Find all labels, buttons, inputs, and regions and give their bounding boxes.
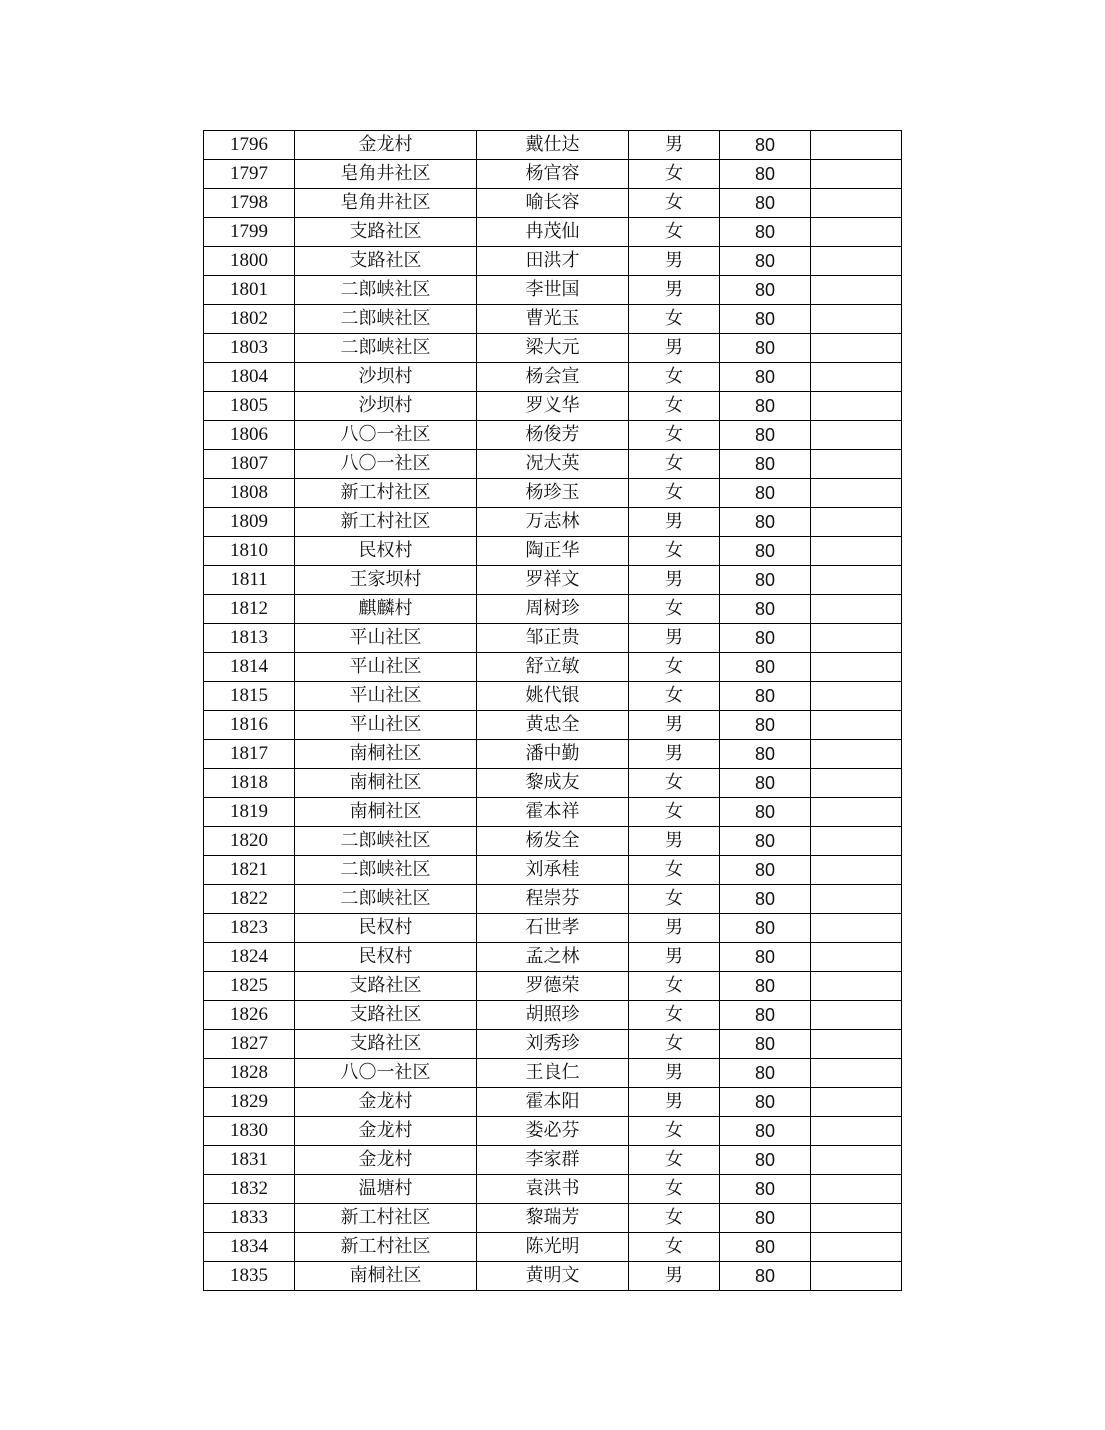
row-number-cell: 1835 — [204, 1262, 295, 1291]
table-row — [204, 914, 902, 943]
table-row — [204, 566, 902, 595]
note-cell — [811, 1175, 902, 1204]
community-cell: 新工村社区 — [295, 1233, 477, 1262]
table-row — [204, 189, 902, 218]
person-name-cell: 陈光明 — [477, 1233, 629, 1262]
table-row — [204, 972, 902, 1001]
gender-cell: 女 — [629, 305, 720, 334]
community-cell: 二郎峡社区 — [295, 276, 477, 305]
gender-cell: 女 — [629, 856, 720, 885]
person-name-cell: 曹光玉 — [477, 305, 629, 334]
person-name-cell: 袁洪书 — [477, 1175, 629, 1204]
table-row — [204, 1233, 902, 1262]
table-row — [204, 798, 902, 827]
row-number-cell: 1810 — [204, 537, 295, 566]
row-number-cell: 1813 — [204, 624, 295, 653]
table-row — [204, 1088, 902, 1117]
community-cell: 南桐社区 — [295, 769, 477, 798]
gender-cell: 女 — [629, 479, 720, 508]
age-cell: 80 — [720, 972, 811, 1001]
gender-cell: 女 — [629, 189, 720, 218]
person-name-cell: 罗祥文 — [477, 566, 629, 595]
gender-cell: 男 — [629, 508, 720, 537]
age-cell: 80 — [720, 1262, 811, 1291]
age-cell: 80 — [720, 363, 811, 392]
age-cell: 80 — [720, 1059, 811, 1088]
age-cell: 80 — [720, 1233, 811, 1262]
table-row — [204, 537, 902, 566]
gender-cell: 男 — [629, 566, 720, 595]
note-cell — [811, 1030, 902, 1059]
table-row — [204, 218, 902, 247]
table-row — [204, 131, 902, 160]
person-name-cell: 杨俊芳 — [477, 421, 629, 450]
age-cell: 80 — [720, 392, 811, 421]
community-cell: 二郎峡社区 — [295, 305, 477, 334]
row-number-cell: 1815 — [204, 682, 295, 711]
community-cell: 金龙村 — [295, 1146, 477, 1175]
gender-cell: 男 — [629, 711, 720, 740]
note-cell — [811, 1233, 902, 1262]
age-cell: 80 — [720, 479, 811, 508]
note-cell — [811, 885, 902, 914]
person-name-cell: 黎瑞芳 — [477, 1204, 629, 1233]
person-name-cell: 万志林 — [477, 508, 629, 537]
gender-cell: 女 — [629, 421, 720, 450]
table-row — [204, 711, 902, 740]
table-row — [204, 682, 902, 711]
note-cell — [811, 624, 902, 653]
person-name-cell: 姚代银 — [477, 682, 629, 711]
community-cell: 金龙村 — [295, 131, 477, 160]
community-cell: 二郎峡社区 — [295, 885, 477, 914]
community-cell: 平山社区 — [295, 682, 477, 711]
community-cell: 二郎峡社区 — [295, 334, 477, 363]
age-cell: 80 — [720, 682, 811, 711]
row-number-cell: 1807 — [204, 450, 295, 479]
person-name-cell: 娄必芬 — [477, 1117, 629, 1146]
row-number-cell: 1824 — [204, 943, 295, 972]
age-cell: 80 — [720, 131, 811, 160]
gender-cell: 男 — [629, 1059, 720, 1088]
age-cell: 80 — [720, 914, 811, 943]
table-row — [204, 943, 902, 972]
table-row — [204, 305, 902, 334]
age-cell: 80 — [720, 1146, 811, 1175]
row-number-cell: 1833 — [204, 1204, 295, 1233]
note-cell — [811, 914, 902, 943]
table-row — [204, 247, 902, 276]
note-cell — [811, 798, 902, 827]
age-cell: 80 — [720, 1204, 811, 1233]
community-cell: 八〇一社区 — [295, 450, 477, 479]
community-cell: 金龙村 — [295, 1117, 477, 1146]
age-cell: 80 — [720, 537, 811, 566]
table-row — [204, 827, 902, 856]
table-row — [204, 1175, 902, 1204]
gender-cell: 女 — [629, 1175, 720, 1204]
row-number-cell: 1816 — [204, 711, 295, 740]
community-cell: 支路社区 — [295, 1001, 477, 1030]
age-cell: 80 — [720, 711, 811, 740]
age-cell: 80 — [720, 885, 811, 914]
note-cell — [811, 305, 902, 334]
note-cell — [811, 363, 902, 392]
person-name-cell: 杨珍玉 — [477, 479, 629, 508]
row-number-cell: 1809 — [204, 508, 295, 537]
age-cell: 80 — [720, 943, 811, 972]
community-cell: 民权村 — [295, 943, 477, 972]
table-row — [204, 1059, 902, 1088]
community-cell: 皂角井社区 — [295, 189, 477, 218]
gender-cell: 女 — [629, 769, 720, 798]
row-number-cell: 1797 — [204, 160, 295, 189]
person-name-cell: 程崇芬 — [477, 885, 629, 914]
person-name-cell: 霍本阳 — [477, 1088, 629, 1117]
roster-table — [203, 130, 902, 1291]
row-number-cell: 1826 — [204, 1001, 295, 1030]
age-cell: 80 — [720, 450, 811, 479]
note-cell — [811, 711, 902, 740]
gender-cell: 男 — [629, 827, 720, 856]
community-cell: 支路社区 — [295, 218, 477, 247]
community-cell: 王家坝村 — [295, 566, 477, 595]
community-cell: 支路社区 — [295, 247, 477, 276]
note-cell — [811, 653, 902, 682]
person-name-cell: 陶正华 — [477, 537, 629, 566]
community-cell: 民权村 — [295, 914, 477, 943]
community-cell: 金龙村 — [295, 1088, 477, 1117]
table-row — [204, 479, 902, 508]
row-number-cell: 1828 — [204, 1059, 295, 1088]
community-cell: 新工村社区 — [295, 479, 477, 508]
person-name-cell: 邹正贵 — [477, 624, 629, 653]
gender-cell: 男 — [629, 131, 720, 160]
age-cell: 80 — [720, 334, 811, 363]
gender-cell: 男 — [629, 1088, 720, 1117]
note-cell — [811, 1059, 902, 1088]
person-name-cell: 胡照珍 — [477, 1001, 629, 1030]
note-cell — [811, 595, 902, 624]
community-cell: 平山社区 — [295, 624, 477, 653]
row-number-cell: 1804 — [204, 363, 295, 392]
gender-cell: 女 — [629, 450, 720, 479]
gender-cell: 女 — [629, 798, 720, 827]
person-name-cell: 杨官容 — [477, 160, 629, 189]
gender-cell: 女 — [629, 1030, 720, 1059]
person-name-cell: 梁大元 — [477, 334, 629, 363]
person-name-cell: 罗义华 — [477, 392, 629, 421]
gender-cell: 女 — [629, 363, 720, 392]
row-number-cell: 1798 — [204, 189, 295, 218]
age-cell: 80 — [720, 189, 811, 218]
table-row — [204, 1001, 902, 1030]
person-name-cell: 冉茂仙 — [477, 218, 629, 247]
row-number-cell: 1802 — [204, 305, 295, 334]
note-cell — [811, 392, 902, 421]
community-cell: 南桐社区 — [295, 740, 477, 769]
age-cell: 80 — [720, 1088, 811, 1117]
row-number-cell: 1829 — [204, 1088, 295, 1117]
gender-cell: 女 — [629, 218, 720, 247]
age-cell: 80 — [720, 856, 811, 885]
community-cell: 支路社区 — [295, 1030, 477, 1059]
community-cell: 新工村社区 — [295, 1204, 477, 1233]
note-cell — [811, 276, 902, 305]
note-cell — [811, 566, 902, 595]
person-name-cell: 杨发全 — [477, 827, 629, 856]
person-name-cell: 李世国 — [477, 276, 629, 305]
age-cell: 80 — [720, 1001, 811, 1030]
community-cell: 支路社区 — [295, 972, 477, 1001]
person-name-cell: 黄明文 — [477, 1262, 629, 1291]
community-cell: 沙坝村 — [295, 392, 477, 421]
row-number-cell: 1796 — [204, 131, 295, 160]
row-number-cell: 1805 — [204, 392, 295, 421]
community-cell: 麒麟村 — [295, 595, 477, 624]
person-name-cell: 刘秀珍 — [477, 1030, 629, 1059]
person-name-cell: 刘承桂 — [477, 856, 629, 885]
community-cell: 沙坝村 — [295, 363, 477, 392]
table-row — [204, 363, 902, 392]
row-number-cell: 1819 — [204, 798, 295, 827]
table-row — [204, 392, 902, 421]
note-cell — [811, 1204, 902, 1233]
note-cell — [811, 1001, 902, 1030]
age-cell: 80 — [720, 740, 811, 769]
person-name-cell: 黎成友 — [477, 769, 629, 798]
gender-cell: 女 — [629, 1146, 720, 1175]
table-row — [204, 885, 902, 914]
table-row — [204, 421, 902, 450]
age-cell: 80 — [720, 247, 811, 276]
age-cell: 80 — [720, 218, 811, 247]
gender-cell: 男 — [629, 740, 720, 769]
gender-cell: 女 — [629, 653, 720, 682]
age-cell: 80 — [720, 276, 811, 305]
age-cell: 80 — [720, 827, 811, 856]
table-row — [204, 1117, 902, 1146]
row-number-cell: 1817 — [204, 740, 295, 769]
note-cell — [811, 508, 902, 537]
note-cell — [811, 334, 902, 363]
note-cell — [811, 1117, 902, 1146]
age-cell: 80 — [720, 1175, 811, 1204]
person-name-cell: 况大英 — [477, 450, 629, 479]
table-row — [204, 856, 902, 885]
person-name-cell: 杨会宣 — [477, 363, 629, 392]
age-cell: 80 — [720, 566, 811, 595]
table-row — [204, 276, 902, 305]
person-name-cell: 舒立敏 — [477, 653, 629, 682]
note-cell — [811, 740, 902, 769]
gender-cell: 女 — [629, 392, 720, 421]
community-cell: 南桐社区 — [295, 798, 477, 827]
gender-cell: 女 — [629, 1001, 720, 1030]
person-name-cell: 黄忠全 — [477, 711, 629, 740]
note-cell — [811, 131, 902, 160]
note-cell — [811, 189, 902, 218]
row-number-cell: 1803 — [204, 334, 295, 363]
gender-cell: 女 — [629, 682, 720, 711]
row-number-cell: 1825 — [204, 972, 295, 1001]
age-cell: 80 — [720, 305, 811, 334]
note-cell — [811, 943, 902, 972]
note-cell — [811, 450, 902, 479]
row-number-cell: 1827 — [204, 1030, 295, 1059]
table-row — [204, 653, 902, 682]
row-number-cell: 1821 — [204, 856, 295, 885]
table-row — [204, 769, 902, 798]
person-name-cell: 王良仁 — [477, 1059, 629, 1088]
gender-cell: 男 — [629, 1262, 720, 1291]
person-name-cell: 戴仕达 — [477, 131, 629, 160]
age-cell: 80 — [720, 769, 811, 798]
table-row — [204, 508, 902, 537]
table-row — [204, 160, 902, 189]
age-cell: 80 — [720, 160, 811, 189]
age-cell: 80 — [720, 798, 811, 827]
note-cell — [811, 247, 902, 276]
row-number-cell: 1834 — [204, 1233, 295, 1262]
table-row — [204, 740, 902, 769]
table-row — [204, 450, 902, 479]
gender-cell: 男 — [629, 943, 720, 972]
gender-cell: 女 — [629, 1233, 720, 1262]
row-number-cell: 1831 — [204, 1146, 295, 1175]
gender-cell: 女 — [629, 595, 720, 624]
gender-cell: 男 — [629, 276, 720, 305]
table-row — [204, 1204, 902, 1233]
gender-cell: 女 — [629, 972, 720, 1001]
gender-cell: 女 — [629, 160, 720, 189]
note-cell — [811, 682, 902, 711]
community-cell: 平山社区 — [295, 711, 477, 740]
table-row — [204, 1030, 902, 1059]
note-cell — [811, 1088, 902, 1117]
age-cell: 80 — [720, 595, 811, 624]
note-cell — [811, 537, 902, 566]
age-cell: 80 — [720, 1117, 811, 1146]
row-number-cell: 1806 — [204, 421, 295, 450]
table-row — [204, 1262, 902, 1291]
table-row — [204, 595, 902, 624]
community-cell: 八〇一社区 — [295, 1059, 477, 1088]
person-name-cell: 霍本祥 — [477, 798, 629, 827]
row-number-cell: 1832 — [204, 1175, 295, 1204]
person-name-cell: 周树珍 — [477, 595, 629, 624]
person-name-cell: 石世孝 — [477, 914, 629, 943]
person-name-cell: 潘中勤 — [477, 740, 629, 769]
person-name-cell: 孟之林 — [477, 943, 629, 972]
note-cell — [811, 769, 902, 798]
note-cell — [811, 1146, 902, 1175]
table-row — [204, 624, 902, 653]
community-cell: 平山社区 — [295, 653, 477, 682]
age-cell: 80 — [720, 653, 811, 682]
age-cell: 80 — [720, 624, 811, 653]
gender-cell: 女 — [629, 1204, 720, 1233]
gender-cell: 女 — [629, 1117, 720, 1146]
note-cell — [811, 1262, 902, 1291]
row-number-cell: 1822 — [204, 885, 295, 914]
community-cell: 温塘村 — [295, 1175, 477, 1204]
gender-cell: 男 — [629, 914, 720, 943]
age-cell: 80 — [720, 421, 811, 450]
roster-table-body — [204, 131, 902, 1291]
row-number-cell: 1820 — [204, 827, 295, 856]
row-number-cell: 1799 — [204, 218, 295, 247]
row-number-cell: 1812 — [204, 595, 295, 624]
community-cell: 新工村社区 — [295, 508, 477, 537]
age-cell: 80 — [720, 1030, 811, 1059]
gender-cell: 女 — [629, 885, 720, 914]
note-cell — [811, 972, 902, 1001]
row-number-cell: 1801 — [204, 276, 295, 305]
row-number-cell: 1830 — [204, 1117, 295, 1146]
person-name-cell: 李家群 — [477, 1146, 629, 1175]
note-cell — [811, 160, 902, 189]
note-cell — [811, 827, 902, 856]
row-number-cell: 1823 — [204, 914, 295, 943]
community-cell: 二郎峡社区 — [295, 856, 477, 885]
note-cell — [811, 479, 902, 508]
row-number-cell: 1808 — [204, 479, 295, 508]
table-row — [204, 1146, 902, 1175]
community-cell: 民权村 — [295, 537, 477, 566]
row-number-cell: 1800 — [204, 247, 295, 276]
gender-cell: 男 — [629, 624, 720, 653]
gender-cell: 男 — [629, 247, 720, 276]
community-cell: 皂角井社区 — [295, 160, 477, 189]
person-name-cell: 罗德荣 — [477, 972, 629, 1001]
row-number-cell: 1811 — [204, 566, 295, 595]
note-cell — [811, 421, 902, 450]
gender-cell: 男 — [629, 334, 720, 363]
row-number-cell: 1818 — [204, 769, 295, 798]
gender-cell: 女 — [629, 537, 720, 566]
note-cell — [811, 856, 902, 885]
table-row — [204, 334, 902, 363]
row-number-cell: 1814 — [204, 653, 295, 682]
community-cell: 二郎峡社区 — [295, 827, 477, 856]
person-name-cell: 田洪才 — [477, 247, 629, 276]
age-cell: 80 — [720, 508, 811, 537]
person-name-cell: 喻长容 — [477, 189, 629, 218]
community-cell: 南桐社区 — [295, 1262, 477, 1291]
note-cell — [811, 218, 902, 247]
community-cell: 八〇一社区 — [295, 421, 477, 450]
